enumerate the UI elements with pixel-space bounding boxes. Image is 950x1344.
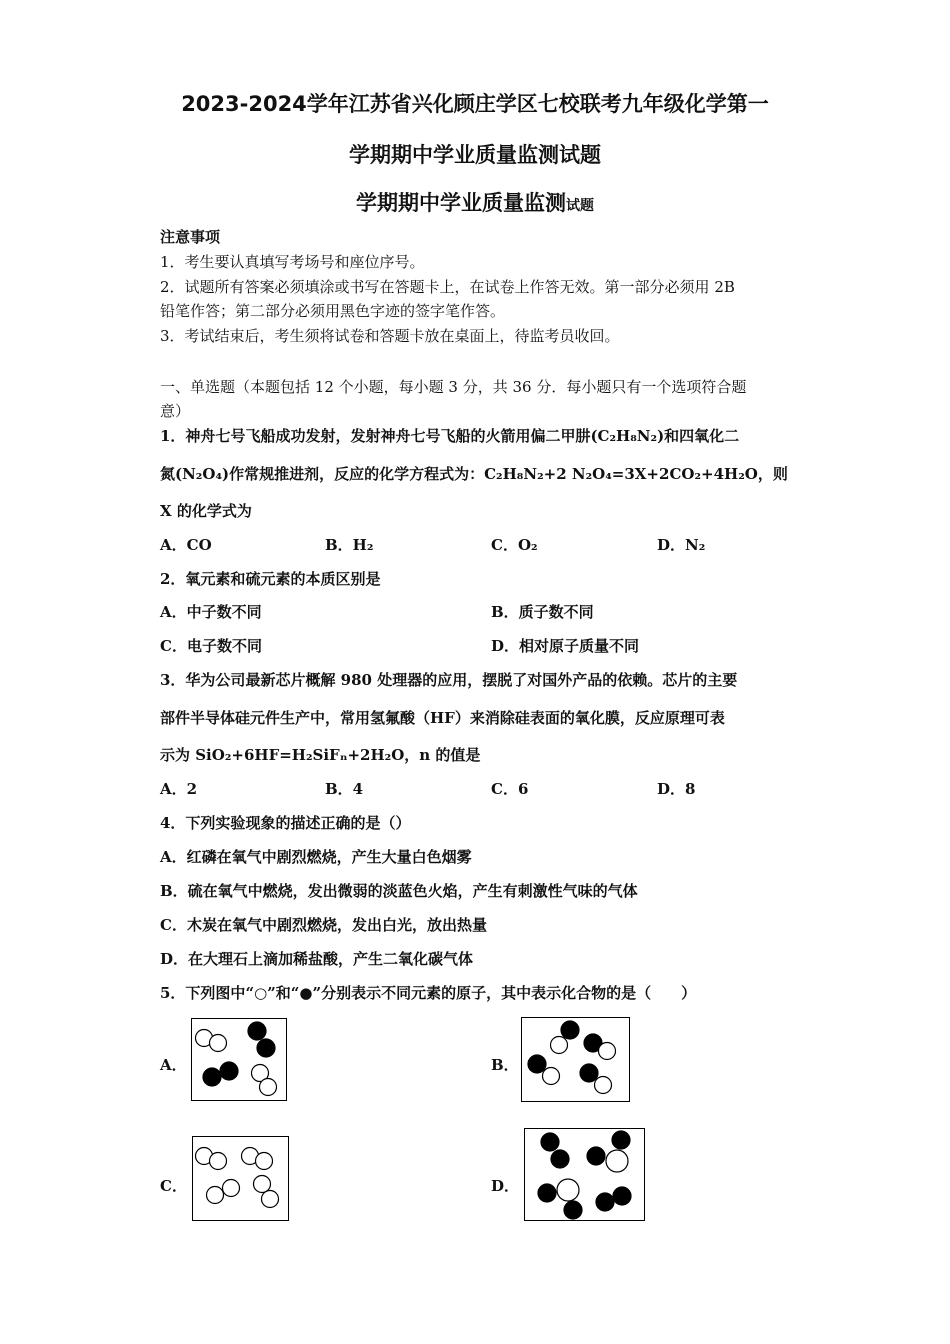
q2-stem: 2．氧元素和硫元素的本质区别是 [160, 570, 381, 588]
molecule-diagram-d [525, 1129, 646, 1222]
q4-stem: 4．下列实验现象的描述正确的是（） [160, 814, 411, 832]
hollow-atom [606, 1150, 628, 1172]
q3-stem-line-2: 部件半导体硅元件生产中，常用氢氟酸（HF）来消除硅表面的氧化膜，反应原理可表 [160, 709, 725, 727]
q3-option-d: D．8 [657, 780, 696, 798]
solid-atom [561, 1021, 579, 1039]
q3-option-a: A．2 [160, 780, 198, 798]
notice-item: 铅笔作答；第二部分必须用黑色字迹的签字笔作答。 [160, 302, 506, 320]
q1-option-c: C．O₂ [491, 536, 538, 554]
solid-atom [613, 1187, 631, 1205]
hollow-atom [551, 1037, 568, 1054]
molecule-diagram-a [192, 1019, 288, 1102]
solid-atom [528, 1055, 546, 1073]
hollow-atom [210, 1035, 227, 1052]
q3-stem-line-1: 3．华为公司最新芯片概解 980 处理器的应用，摆脱了对国外产品的依赖。芯片的主要 [160, 671, 738, 689]
title-line-3-main: 学期期中学业质量监测 [356, 191, 566, 215]
title-line-3-suffix: 试题 [566, 198, 594, 214]
hollow-atom [210, 1153, 227, 1170]
title-line-3 [0, 187, 950, 217]
q3-stem-line-3: 示为 SiO₂+6HF=H₂SiFₙ+2H₂O，n 的值是 [160, 746, 481, 764]
q4-option-a: A．红磷在氧气中剧烈燃烧，产生大量白色烟雾 [160, 848, 472, 866]
hollow-atom [256, 1153, 273, 1170]
hollow-atom [254, 1176, 271, 1193]
section-heading-cont: 意） [160, 402, 191, 420]
q5-diagram-c [192, 1136, 289, 1221]
q1-option-a: A．CO [160, 536, 212, 554]
molecule-diagram-c [193, 1137, 290, 1222]
solid-atom [587, 1147, 605, 1165]
solid-atom [203, 1068, 221, 1086]
solid-atom [612, 1131, 630, 1149]
q4-option-d: D．在大理石上滴加稀盐酸，产生二氧化碳气体 [160, 950, 474, 968]
solid-atom [248, 1022, 266, 1040]
hollow-atom [557, 1179, 579, 1201]
q5-diagram-b [521, 1017, 630, 1102]
q2-option-b: B．质子数不同 [491, 603, 594, 621]
q5-diagram-d [524, 1128, 645, 1221]
q2-option-d: D．相对原子质量不同 [491, 637, 640, 655]
q5-label-b: B． [491, 1056, 519, 1074]
q3-option-b: B．4 [325, 780, 364, 798]
solid-atom [538, 1184, 556, 1202]
hollow-atom [207, 1187, 224, 1204]
q5-label-c: C． [160, 1177, 187, 1195]
q5-label-d: D． [491, 1177, 520, 1195]
q5-label-a: A． [160, 1056, 187, 1074]
hollow-atom [595, 1077, 612, 1094]
q1-stem-line-1: 1．神舟七号飞船成功发射，发射神舟七号飞船的火箭用偏二甲肼(C₂H₈N₂)和四氧化二 [160, 427, 740, 445]
solid-atom [541, 1133, 559, 1151]
q1-stem-line-2: 氮(N₂O₄)作常规推进剂，反应的化学方程式为：C₂H₈N₂+2 N₂O₄=3X+2CO₂+4H₂O，则 [160, 465, 788, 483]
title-line-1: 2023-2024学年江苏省兴化顾庄学区七校联考九年级化学第一 [181, 92, 769, 116]
q5-diagram-a [191, 1018, 287, 1101]
title-line-2: 学期期中学业质量监测试题 [349, 143, 601, 167]
hollow-atom [223, 1180, 240, 1197]
hollow-atom [262, 1191, 279, 1208]
solid-atom [220, 1062, 238, 1080]
notice-item: 2．试题所有答案必须填涂或书写在答题卡上，在试卷上作答无效。第一部分必须用 2B [160, 278, 735, 296]
q4-option-c: C．木炭在氧气中剧烈燃烧，发出白光，放出热量 [160, 916, 487, 934]
solid-atom [564, 1201, 582, 1219]
q1-option-b: B．H₂ [325, 536, 374, 554]
hollow-atom [543, 1068, 560, 1085]
q4-option-b: B．硫在氧气中燃烧，发出微弱的淡蓝色火焰，产生有刺激性气味的气体 [160, 882, 638, 900]
notice-item: 1．考生要认真填写考场号和座位序号。 [160, 253, 425, 271]
solid-atom [596, 1193, 614, 1211]
solid-atom [551, 1150, 569, 1168]
solid-atom [580, 1064, 598, 1082]
q3-option-c: C．6 [491, 780, 529, 798]
q1-option-d: D．N₂ [657, 536, 706, 554]
q2-option-a: A．中子数不同 [160, 603, 262, 621]
hollow-atom [260, 1079, 277, 1096]
solid-atom [257, 1039, 275, 1057]
molecule-diagram-b [522, 1018, 631, 1103]
notice-heading: 注意事项 [160, 228, 221, 246]
notice-item: 3．考试结束后，考生须将试卷和答题卡放在桌面上，待监考员收回。 [160, 327, 620, 345]
section-heading: 一、单选题（本题包括 12 个小题，每小题 3 分，共 36 分．每小题只有一个选项符合题 [160, 378, 747, 396]
q2-option-c: C．电子数不同 [160, 637, 262, 655]
q1-stem-line-3: X 的化学式为 [160, 502, 252, 520]
q5-stem: 5．下列图中“○”和“●”分别表示不同元素的原子，其中表示化合物的是（ ） [160, 984, 697, 1002]
hollow-atom [599, 1043, 616, 1060]
